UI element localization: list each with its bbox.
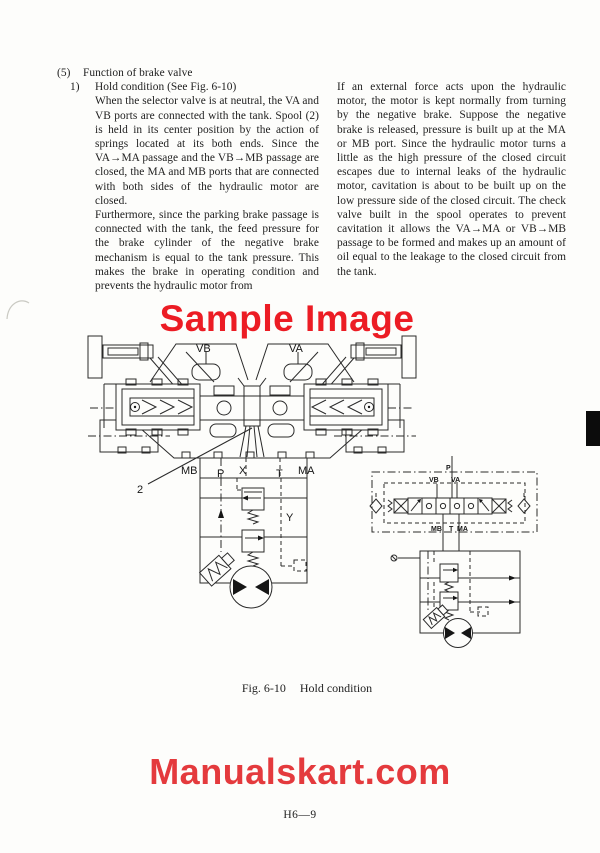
- label-rc-t: T: [449, 526, 454, 533]
- label-rc-mb: MB: [431, 526, 442, 533]
- right-paragraph-1: If an external force acts upon the hydraulic motor, the motor is kept normally from turning by the negative brake. Suppose the negative brake is released, pressure is built up at the MA or MB port. Since the hydraulic motor turns a little as the high pressure of the closed circuit escapes due to internal leaks of the hydraulic motor, cavitation is about to be built up on the low pressure side of the closed circuit. The check valve built in the spool operates to prevent cavitation it allows the VA→MA or VB→MB passage to be formed and makes up an amount of oil equal to the leakage to the closed circuit from the tank.: [337, 81, 566, 278]
- left-paragraph-2: Furthermore, since the parking brake passage is connected with the tank, the feed pressure for the brake cylinder of the negative brake mechanism is equal to the tank pressure. This makes the brake in operating condition and prevents the hydraulic motor from: [95, 209, 319, 293]
- left-circuit-schematic: [200, 458, 307, 608]
- valve-cross-section: [88, 336, 416, 484]
- label-rc-va: VA: [451, 477, 461, 484]
- label-y: Y: [286, 512, 294, 524]
- label-x: X: [239, 465, 247, 477]
- label-t: T: [276, 468, 283, 480]
- figure-label: Fig. 6-10: [241, 681, 286, 695]
- scan-mark: [7, 301, 29, 319]
- watermark-center: Sample Image: [159, 298, 415, 339]
- section-title: Function of brake valve: [83, 67, 193, 79]
- label-rc-vb: VB: [429, 477, 439, 484]
- figure-caption: [14, 681, 600, 696]
- label-spool-ref: 2: [137, 484, 144, 496]
- page-number: H6—9: [283, 809, 317, 821]
- left-paragraph-1: When the selector valve is at neutral, the VA and VB ports are connected with the tank. Spool (2) is held in its center position by the action of springs located at its both ends. Since the VA→MA passage and the VB→MB passage are closed, the MA and MB ports that are connected with both sides of the hydraulic motor are closed.: [95, 95, 319, 207]
- label-va: VA: [289, 343, 303, 355]
- label-rc-ma: MA: [457, 526, 468, 533]
- watermark-bottom: Manualskart.com: [149, 751, 451, 792]
- label-rc-p: P: [446, 465, 451, 472]
- section-number: (5): [57, 67, 71, 79]
- item-number: 1): [70, 81, 80, 94]
- right-circuit-schematic: [370, 456, 537, 648]
- label-p: P: [217, 468, 225, 480]
- item-title: Hold condition (See Fig. 6-10): [95, 81, 237, 94]
- label-mb: MB: [181, 465, 198, 477]
- label-vb: VB: [196, 343, 211, 355]
- figure-title: Hold condition: [299, 681, 373, 695]
- page-edge-mark: [586, 411, 600, 446]
- label-ma: MA: [298, 465, 315, 477]
